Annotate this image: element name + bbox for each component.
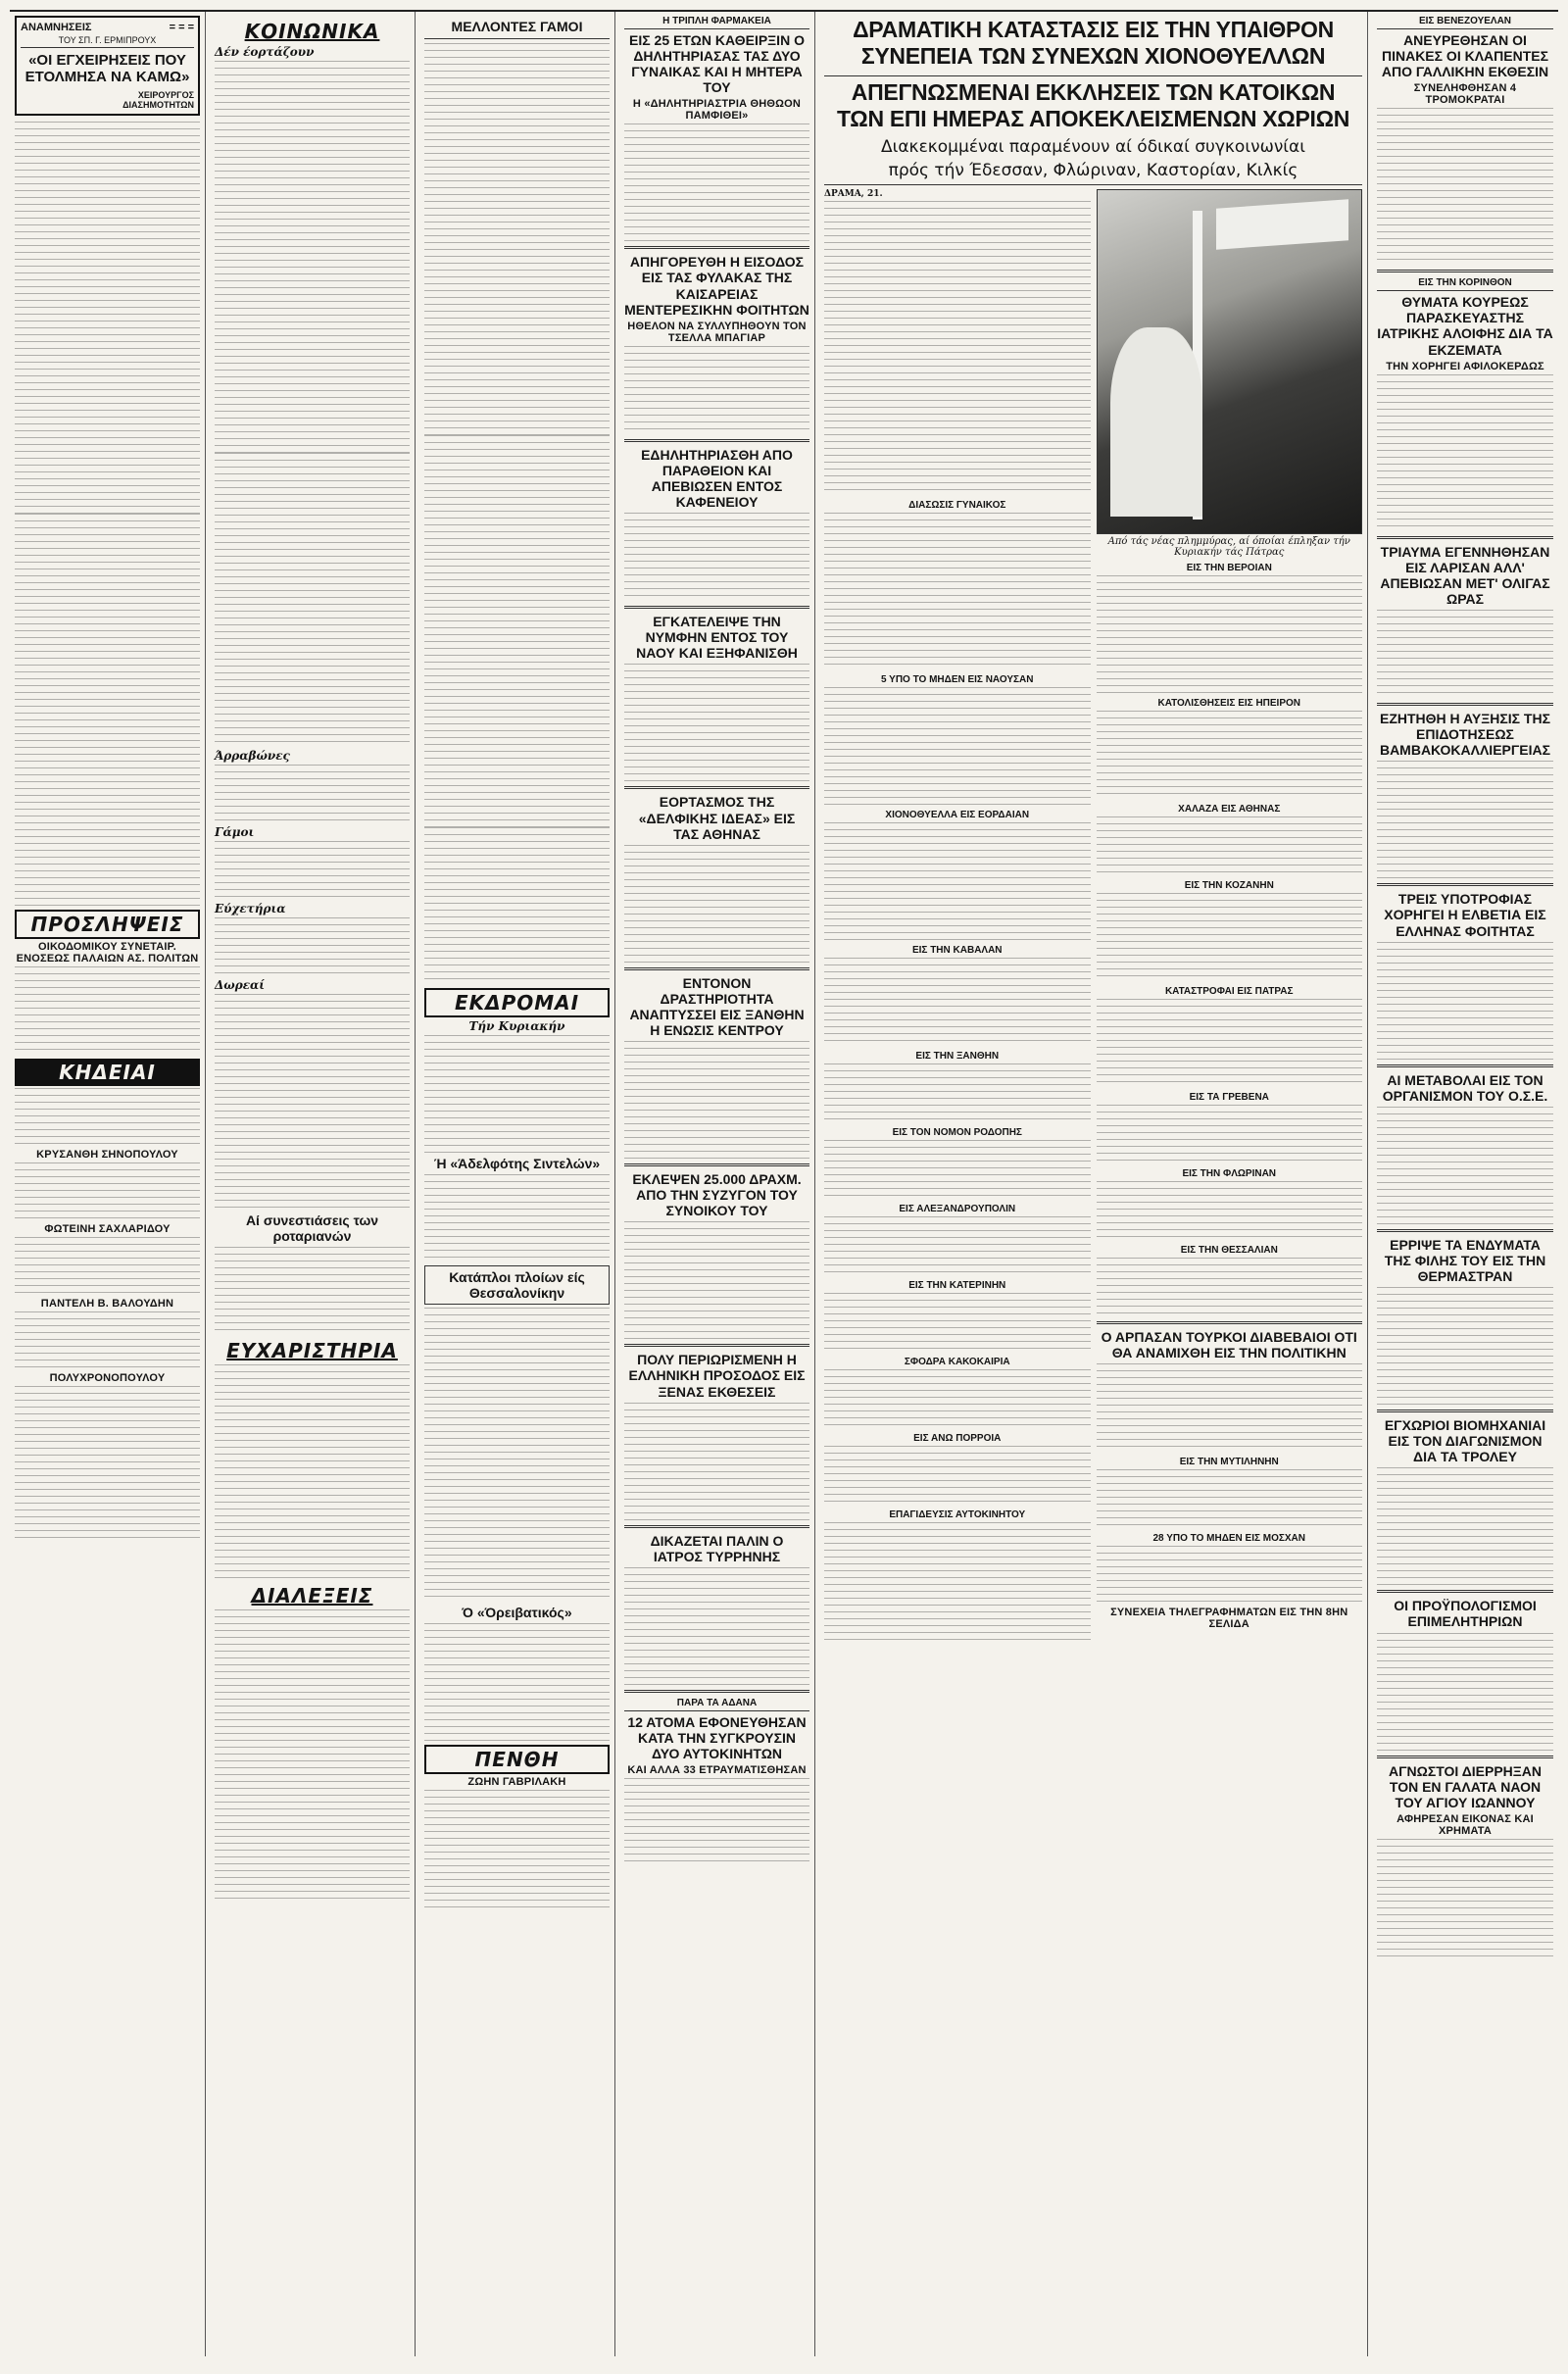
kideia-name-1: ΚΡΥΣΑΝΘΗ ΣΗΝΟΠΟΥΛΟΥ — [36, 1148, 178, 1161]
oreivatikos-heading: Ό «Όρειβατικός» — [462, 1605, 572, 1621]
place-chalaza: ΧΑΛΑΖΑ ΕΙΣ ΑΘΗΝΑΣ — [1178, 804, 1281, 816]
xanthi-main-body — [824, 1063, 1091, 1122]
headline-adana: 12 ΑΤΟΜΑ ΕΦΟΝΕΥΘΗΣΑΝ ΚΑΤΑ ΤΗΝ ΣΥΓΚΡΟΥΣΙΝ ΔΥΟ ΑΥΤΟΚΙΝΗΤΩΝ — [627, 1713, 807, 1761]
koinonika-body-2 — [215, 453, 410, 747]
proslipseis-body — [15, 966, 200, 1055]
headline-thermastra: ΕΡΡΙΨΕ ΤΑ ΕΝΔΥΜΑΤΑ ΤΗΣ ΦΙΛΗΣ ΤΟΥ ΕΙΣ ΤΗΝ ΘΕΡΜΑΣΤΡΑΝ — [1384, 1236, 1546, 1284]
headline-triaima: ΤΡΙΑΥΜΑ ΕΓΕΝΝΗΘΗΣΑΝ ΕΙΣ ΛΑΡΙΣΑΝ ΑΛΛ' ΑΠΕΒΙΩΣΑΝ ΜΕΤ' ΟΛΙΓΑΣ ΩΡΑΣ — [1380, 543, 1550, 607]
arravones-subhead: Άρραβώνες — [215, 749, 290, 763]
tyrrinis-body — [624, 1567, 809, 1685]
headline-adana-sub: ΚΑΙ ΑΛΛΑ 33 ΕΤΡΑΥΜΑΤΙΣΘΗΣΑΝ — [627, 1764, 807, 1777]
chalaza-body — [1097, 816, 1363, 875]
headline-koureus: ΘΥΜΑΤΑ ΚΟΥΡΕΩΣ ΠΑΡΑΣΚΕΥΑΣΤΗΣ ΙΑΤΡΙΚΗΣ ΑΛΟΙΦΗΣ ΔΙΑ ΤΑ ΕΚΖΕΜΑΤΑ — [1377, 294, 1553, 358]
memoirs-author-line: ΤΟΥ ΣΠ. Γ. ΕΡΜΙΠΡΟΥΧ — [21, 33, 194, 48]
photo-snow — [1110, 327, 1202, 517]
kavala-body — [824, 958, 1091, 1046]
kataploi-heading: Κατάπλοι πλοίων είς Θεσσαλονίκην — [424, 1265, 610, 1305]
kideia-name-2: ΦΩΤΕΙΝΗ ΣΑΧΛΑΡΙΔΟΥ — [44, 1222, 171, 1235]
headline-galatas: ΑΓΝΩΣΤΟΙ ΔΙΕΡΡΗΞΑΝ ΤΟΝ ΕΝ ΓΑΛΑΤΑ ΝΑΟΝ ΤΟΥ ΑΓΙΟΥ ΙΩΑΝΝΟΥ — [1388, 1762, 1543, 1810]
place-rodopi: ΕΙΣ ΤΟΝ ΝΟΜΟΝ ΡΟΔΟΠΗΣ — [892, 1126, 1022, 1138]
headline-kaisareia: ΑΠΗΓΟΡΕΥΘΗ Η ΕΙΣΟΔΟΣ ΕΙΣ ΤΑΣ ΦΥΛΑΚΑΣ ΤΗΣ ΚΑΙΣΑΡΕΙΑΣ ΜΕΝΤΕΡΕΣΙΚΗΝ ΦΟΙΤΗΤΩΝ — [624, 254, 809, 318]
eordaia-body — [824, 822, 1091, 940]
mellontes-gamoi-heading: ΜΕΛΛΟΝΤΕΣ ΓΑΜΟΙ — [451, 19, 583, 34]
koureus-body — [1377, 374, 1553, 531]
mellontes-gamoi-body-3 — [424, 827, 610, 984]
ektheseis-body — [624, 1403, 809, 1520]
banner-headline-3: ΑΠΕΓΝΩΣΜΕΝΑΙ ΕΚΚΛΗΣΕΙΣ ΤΩΝ ΚΑΤΟΙΚΩΝ — [851, 78, 1336, 105]
headline-xanthi: ΕΝΤΟΝΟΝ ΔΡΑΣΤΗΡΙΟΤΗΤΑ ΑΝΑΠΤΥΣΣΕΙ ΕΙΣ ΞΑΝΘΗΝ Η ΕΝΩΣΙΣ ΚΕΝΤΡΟΥ — [629, 974, 805, 1038]
continuation-note: ΣΥΝΕΧΕΙΑ ΤΗΛΕΓΡΑΦΗΜΑΤΩΝ ΕΙΣ ΤΗΝ 8ΗΝ ΣΕΛΙΔΑ — [1110, 1607, 1348, 1631]
xanthi-body — [624, 1041, 809, 1159]
column-1 — [10, 12, 206, 2356]
eyxetiria-body — [215, 917, 410, 976]
headline-nymfi: ΕΓΚΑΤΕΛΕΙΨΕ ΤΗΝ ΝΥΜΦΗΝ ΕΝΤΟΣ ΤΟΥ ΝΑΟΥ ΚΑΙ ΕΞΗΦΑΝΙΣΘΗ — [636, 614, 798, 662]
elvetia-body — [1377, 942, 1553, 1060]
nymfi-body — [624, 664, 809, 781]
galatas-body — [1377, 1839, 1553, 1956]
place-porroia: ΕΙΣ ΑΝΩ ΠΟΡΡΟΙΑ — [913, 1432, 1002, 1444]
gynaikos-body — [824, 513, 1091, 669]
kideia-name-4: ΠΟΛΥΧΡΟΝΟΠΟΥΛΟΥ — [49, 1371, 166, 1384]
flood-photo — [1097, 189, 1363, 534]
gamoi-subhead: Γάμοι — [215, 825, 255, 839]
troley-body — [1377, 1467, 1553, 1585]
place-florina: ΕΙΣ ΤΗΝ ΦΛΩΡΙΝΑΝ — [1182, 1168, 1277, 1180]
gamoi-body — [215, 841, 410, 900]
veroia-body — [1097, 575, 1363, 693]
place-kakokairia: ΣΦΟΔΡΑ ΚΑΚΟΚΑΙΡΙΑ — [904, 1356, 1010, 1367]
headline-kathirxin: ΕΙΣ 25 ΕΤΩΝ ΚΑΘΕΙΡΞΙΝ Ο ΔΗΛΗΤΗΡΙΑΣΑΣ ΤΑΣ ΔΥΟ ΓΥΝΑΙΚΑΣ ΚΑΙ Η ΜΗΤΕΡΑ ΤΟΥ — [629, 32, 805, 96]
place-kavala: ΕΙΣ ΤΗΝ ΚΑΒΑΛΑΝ — [911, 944, 1003, 956]
moscha-body — [1097, 1546, 1363, 1605]
headline-galatas-sub: ΑΦΗΡΕΣΑΝ ΕΙΚΟΝΑΣ ΚΑΙ ΧΡΗΜΑΤΑ — [1396, 1812, 1534, 1837]
dorea-body — [215, 994, 410, 1210]
memoirs-masthead — [15, 16, 200, 116]
banner-headline-1: ΔΡΑΜΑΤΙΚΗ ΚΑΤΑΣΤΑΣΙΣ ΕΙΣ ΤΗΝ ΥΠΑΙΘΡΟΝ — [853, 17, 1334, 42]
ose-body — [1377, 1107, 1553, 1224]
kicker-korinthos: ΕΙΣ ΤΗΝ ΚΟΡΙΝΘΟΝ — [1377, 277, 1553, 291]
eyxaristiria-body — [215, 1364, 410, 1580]
arravones-body — [215, 765, 410, 823]
kideiai-body-3 — [15, 1237, 200, 1296]
column-4 — [619, 12, 815, 2356]
headline-pinakes: ΑΝΕΥΡΕΘΗΣΑΝ ΟΙ ΠΙΝΑΚΕΣ ΟΙ ΚΛΑΠΕΝΤΕΣ ΑΠΟ ΓΑΛΛΙΚΗΝ ΕΚΘΕΣΙΝ — [1381, 32, 1549, 80]
headline-kafeneio: ΕΔΗΛΗΤΗΡΙΑΣΘΗ ΑΠΟ ΠΑΡΑΘΕΙΟΝ ΚΑΙ ΑΠΕΒΙΩΣΕΝ ΕΝΤΟΣ ΚΑΦΕΝΕΙΟΥ — [641, 446, 793, 511]
adana-body — [624, 1778, 809, 1866]
newspaper-page — [10, 10, 1558, 2356]
kicker-adana: ΠΑΡΑ ΤΑ ΑΔΑΝΑ — [624, 1698, 809, 1711]
section-koinonika: ΚΟΙΝΩΝΙΚΑ — [244, 20, 380, 43]
porroia-body — [824, 1446, 1091, 1505]
adelfotis-body — [424, 1174, 610, 1262]
column-3 — [419, 12, 615, 2356]
dorea-subhead: Δωρεαί — [215, 978, 266, 992]
memoirs-body-text-2 — [15, 514, 200, 906]
kicker-venezuela: ΕΙΣ ΒΕΝΕΖΟΥΕΛΑΝ — [1377, 16, 1553, 29]
epag-body — [824, 1522, 1091, 1640]
dialexeis-body — [215, 1609, 410, 1904]
photo-roof — [1216, 199, 1348, 249]
main-story-columns — [824, 189, 1362, 1640]
triaima-body — [1377, 610, 1553, 698]
oreivatikos-body — [424, 1623, 610, 1741]
place-thessalia: ΕΙΣ ΤΗΝ ΘΕΣΣΑΛΙΑΝ — [1180, 1245, 1278, 1257]
headline-tyrrinis: ΔΙΚΑΖΕΤΑΙ ΠΑΛΙΝ Ο ΙΑΤΡΟΣ ΤΥΡΡΗΝΗΣ — [650, 1532, 784, 1564]
column-2 — [210, 12, 416, 2356]
banner-headline-4: ΤΩΝ ΕΠΙ ΗΜΕΡΑΣ ΑΠΟΚΕΚΛΕΙΣΜΕΝΩΝ ΧΩΡΙΩΝ — [836, 105, 1350, 131]
adelfotis-heading: Ή «Άδελφότης Σιντελών» — [433, 1156, 601, 1172]
memoirs-author: ΧΕΙΡΟΥΡΓΟΣ — [137, 89, 194, 100]
headline-elvetia: ΤΡΕΙΣ ΥΠΟΤΡΟΦΙΑΣ ΧΟΡΗΓΕΙ Η ΕΛΒΕΤΙΑ ΕΙΣ ΕΛΛΗΝΑΣ ΦΟΙΤΗΤΑΣ — [1384, 891, 1546, 939]
section-penthi: ΠΕΝΘΗ — [424, 1745, 610, 1774]
alex-body — [824, 1216, 1091, 1275]
place-xanthi: ΕΙΣ ΤΗΝ ΞΑΝΘΗΝ — [915, 1050, 1000, 1062]
eyxetiria-subhead: Εύχετήρια — [215, 902, 286, 915]
place-mytilini: ΕΙΣ ΤΗΝ ΜΥΤΙΛΗΝΗΝ — [1179, 1457, 1279, 1468]
place-eordaia: ΧΙΟΝΟΘΥΕΛΛΑ ΕΙΣ ΕΟΡΔΑΙΑΝ — [885, 809, 1030, 820]
penthi-body — [424, 1790, 610, 1907]
mellontes-gamoi-body-2 — [424, 435, 610, 827]
headline-kaisareia-sub: ΗΘΕΛΟΝ ΝΑ ΣΥΛΛΥΠΗΘΟΥΝ ΤΟΝ ΤΣΕΛΛΑ ΜΠΑΓΙΑΡ — [627, 320, 807, 344]
pinakes-body — [1377, 108, 1553, 265]
banner-headline-2: ΣΥΝΕΠΕΙΑ ΤΩΝ ΣΥΝΕΧΩΝ ΧΙΟΝΟΘΥΕΛΛΩΝ — [860, 43, 1326, 70]
banner-subheading-2: πρός τήν Έδεσσαν, Φλώριναν, Καστορίαν, Κιλκίς — [888, 161, 1298, 181]
headline-moscha: 28 ΥΠΟ ΤΟ ΜΗΔΕΝ ΕΙΣ ΜΟΣΧΑΝ — [1152, 1533, 1305, 1545]
headline-pinakes-sub: ΣΥΝΕΛΗΦΘΗΣΑΝ 4 ΤΡΟΜΟΚΡΑΤΑΙ — [1413, 82, 1517, 107]
synantiseis-heading: Αί συνεστιάσεις των ροταριανών — [245, 1212, 379, 1245]
headline-koureus-sub: ΤΗΝ ΧΟΡΗΓΕΙ ΑΦΙΛΟΚΕΡΔΩΣ — [1386, 360, 1544, 372]
mytilini-body — [1097, 1469, 1363, 1528]
headline-vamvaki: ΕΖΗΤΗΘΗ Η ΑΥΞΗΣΙΣ ΤΗΣ ΕΠΙΔΟΤΗΣΕΩΣ ΒΑΜΒΑΚΟΚΑΛΛΙΕΡΓΕΙΑΣ — [1379, 711, 1551, 759]
kideia-name-3: ΠΑΝΤΕΛΗ Β. ΒΑΛΟΥΔΗΝ — [40, 1297, 174, 1310]
main-story — [819, 12, 1368, 2356]
headline-ose: ΑΙ ΜΕΤΑΒΟΛΑΙ ΕΙΣ ΤΟΝ ΟΡΓΑΝΙΣΜΟΝ ΤΟΥ Ο.Σ.Ε. — [1382, 1071, 1548, 1104]
koinonika-body — [215, 61, 410, 453]
headline-kathirxin-sub: Η «ΔΗΛΗΤΗΡΙΑΣΤΡΙΑ ΘΗΘΩΟΝ ΠΑΜΦΙΘΕΙ» — [632, 98, 802, 123]
headline-25000: ΕΚΛΕΨΕΝ 25.000 ΔΡΑΧΜ. ΑΠΟ ΤΗΝ ΣΥΖΥΓΟΝ ΤΟΥ ΣΥΝΟΙΚΟΥ ΤΟΥ — [632, 1171, 802, 1219]
vamvaki-body — [1377, 761, 1553, 878]
kakokairia-body — [824, 1369, 1091, 1428]
section-eyxaristiria: ΕΥΧΑΡΙΣΤΗΡΙΑ — [226, 1339, 398, 1363]
banner-subheading-1: Διακεκομμέναι παραμένουν αί όδικαί συγκοινωνίαι — [880, 137, 1306, 158]
drama-body — [824, 201, 1091, 495]
koinonika-subhead: Δέν έορτάζουν — [215, 45, 315, 59]
thermastra-body — [1377, 1287, 1553, 1405]
kathirxin-body — [624, 124, 809, 241]
rodopi-body — [824, 1140, 1091, 1199]
memoirs-title: «ΟΙ ΕΓΧΕΙΡΗΣΕΙΣ ΠΟΥ ΕΤΟΛΜΗΣΑ ΝΑ ΚΑΜΩ» — [24, 52, 190, 86]
tourkoi-body — [1097, 1363, 1363, 1452]
proypologismoi-body — [1377, 1633, 1553, 1751]
place-epag: ΕΠΑΓΙΔΕΥΣΙΣ ΑΥΤΟΚΙΝΗΤΟΥ — [889, 1508, 1026, 1520]
main-right-column — [1097, 189, 1363, 1640]
ekdromai-subhead: Τήν Κυριακήν — [468, 1019, 565, 1034]
drama-dateline: ΔΡΑΜΑ, 21. — [824, 189, 883, 200]
place-kozani: ΕΙΣ ΤΗΝ ΚΟΖΑΝΗΝ — [1184, 880, 1274, 892]
penthi-name: ΖΩΗΝ ΓΑΒΡΙΛΑΚΗ — [467, 1776, 566, 1789]
kideiai-body-5 — [15, 1386, 200, 1543]
section-proslipseis: ΠΡΟΣΛΗΨΕΙΣ — [15, 910, 200, 939]
memoirs-label: ΑΝΑΜΝΗΣΕΙΣ — [21, 22, 92, 33]
kafeneio-body — [624, 513, 809, 601]
synantiseis-body — [215, 1247, 410, 1335]
place-veroia: ΕΙΣ ΤΗΝ ΒΕΡΟΙΑΝ — [1186, 563, 1272, 574]
patras-body — [1097, 999, 1363, 1087]
grevena-body — [1097, 1105, 1363, 1163]
25000-body — [624, 1221, 809, 1339]
florina-body — [1097, 1181, 1363, 1240]
place-katerini: ΕΙΣ ΤΗΝ ΚΑΤΕΡΙΝΗΝ — [908, 1279, 1006, 1291]
kaisareia-body — [624, 346, 809, 434]
headline-delfiki: ΕΟΡΤΑΣΜΟΣ ΤΗΣ «ΔΕΛΦΙΚΗΣ ΙΔΕΑΣ» ΕΙΣ ΤΑΣ ΑΘΗΝΑΣ — [638, 794, 796, 842]
place-grevena: ΕΙΣ ΤΑ ΓΡΕΒΕΝΑ — [1189, 1092, 1269, 1104]
headline-tourkoi: Ο ΑΡΠΑΣΑΝ ΤΟΥΡΚΟΙ ΔΙΑΒΕΒΑΙΟΙ ΟΤΙ ΘΑ ΑΝΑΜΙΧΘΗ ΕΙΣ ΤΗΝ ΠΟΛΙΤΙΚΗΝ — [1101, 1329, 1357, 1361]
headline-ektheseis: ΠΟΛΥ ΠΕΡΙΩΡΙΣΜΕΝΗ Η ΕΛΛΗΝΙΚΗ ΠΡΟΣΟΔΟΣ ΕΙΣ ΞΕΝΑΣ ΕΚΘΕΣΕΙΣ — [628, 1352, 806, 1400]
memoirs-author-sub: ΔΙΑΣΗΜΟΤΗΤΩΝ — [122, 99, 194, 110]
section-kideiai: ΚΗΔΕΙΑΙ — [15, 1059, 200, 1086]
section-ekdromai: ΕΚΔΡΟΜΑΙ — [424, 988, 610, 1017]
kideiai-body-2 — [15, 1162, 200, 1221]
ioannina-body — [1097, 711, 1363, 799]
memoirs-body-text — [15, 122, 200, 514]
kideiai-body-1 — [15, 1088, 200, 1147]
ekdromai-body — [424, 1035, 610, 1153]
headline-proypologismoi: ΟΙ ΠΡΟΫΠΟΛΟΓΙΣΜΟΙ ΕΠΙΜΕΛΗΤΗΡΙΩΝ — [1394, 1598, 1537, 1630]
headline-troley: ΕΓΧΩΡΙΟΙ ΒΙΟΜΗΧΑΝΙΑΙ ΕΙΣ ΤΟΝ ΔΙΑΓΩΝΙΣΜΟΝ ΔΙΑ ΤΑ ΤΡΟΛΕΥ — [1384, 1417, 1546, 1465]
naousa-body — [824, 687, 1091, 805]
photo-caption: Από τάς νέας πλημμύρας, αί όποίαι έπληξαν τήν Κυριακήν τάς Πάτρας — [1107, 536, 1350, 559]
delfiki-body — [624, 845, 809, 963]
mellontes-gamoi-body — [424, 43, 610, 435]
proslipseis-heading: ΟΙΚΟΔΟΜΙΚΟΥ ΣΥΝΕΤΑΙΡ. ΕΝΟΣΕΩΣ ΠΑΛΑΙΩΝ ΑΣ. ΠΟΛΙΤΩΝ — [16, 940, 199, 964]
katerini-body — [824, 1293, 1091, 1352]
place-patras: ΚΑΤΑΣΤΡΟΦΑΙ ΕΙΣ ΠΑΤΡΑΣ — [1164, 986, 1294, 998]
place-alex: ΕΙΣ ΑΛΕΞΑΝΔΡΟΥΠΟΛΙΝ — [899, 1203, 1016, 1214]
thessalia-body — [1097, 1258, 1363, 1316]
column-6 — [1372, 12, 1558, 2356]
kideiai-body-4 — [15, 1311, 200, 1370]
kicker-farmakeia: Η ΤΡΙΠΛΗ ΦΑΡΜΑΚΕΙΑ — [624, 16, 809, 29]
section-dialexeis: ΔΙΑΛΕΞΕΙΣ — [251, 1584, 373, 1608]
kozani-body — [1097, 893, 1363, 981]
main-left-column — [824, 189, 1091, 1640]
memoirs-ornament: = = = — [169, 22, 194, 33]
place-ioannina: ΚΑΤΟΛΙΣΘΗΣΕΙΣ ΕΙΣ ΗΠΕΙΡΟΝ — [1157, 698, 1301, 710]
kataploi-body — [424, 1308, 610, 1602]
place-naousa: 5 ΥΠΟ ΤΟ ΜΗΔΕΝ ΕΙΣ ΝΑΟΥΣΑΝ — [880, 673, 1034, 685]
place-gynaikos: ΔΙΑΣΩΣΙΣ ΓΥΝΑΙΚΟΣ — [908, 499, 1006, 511]
